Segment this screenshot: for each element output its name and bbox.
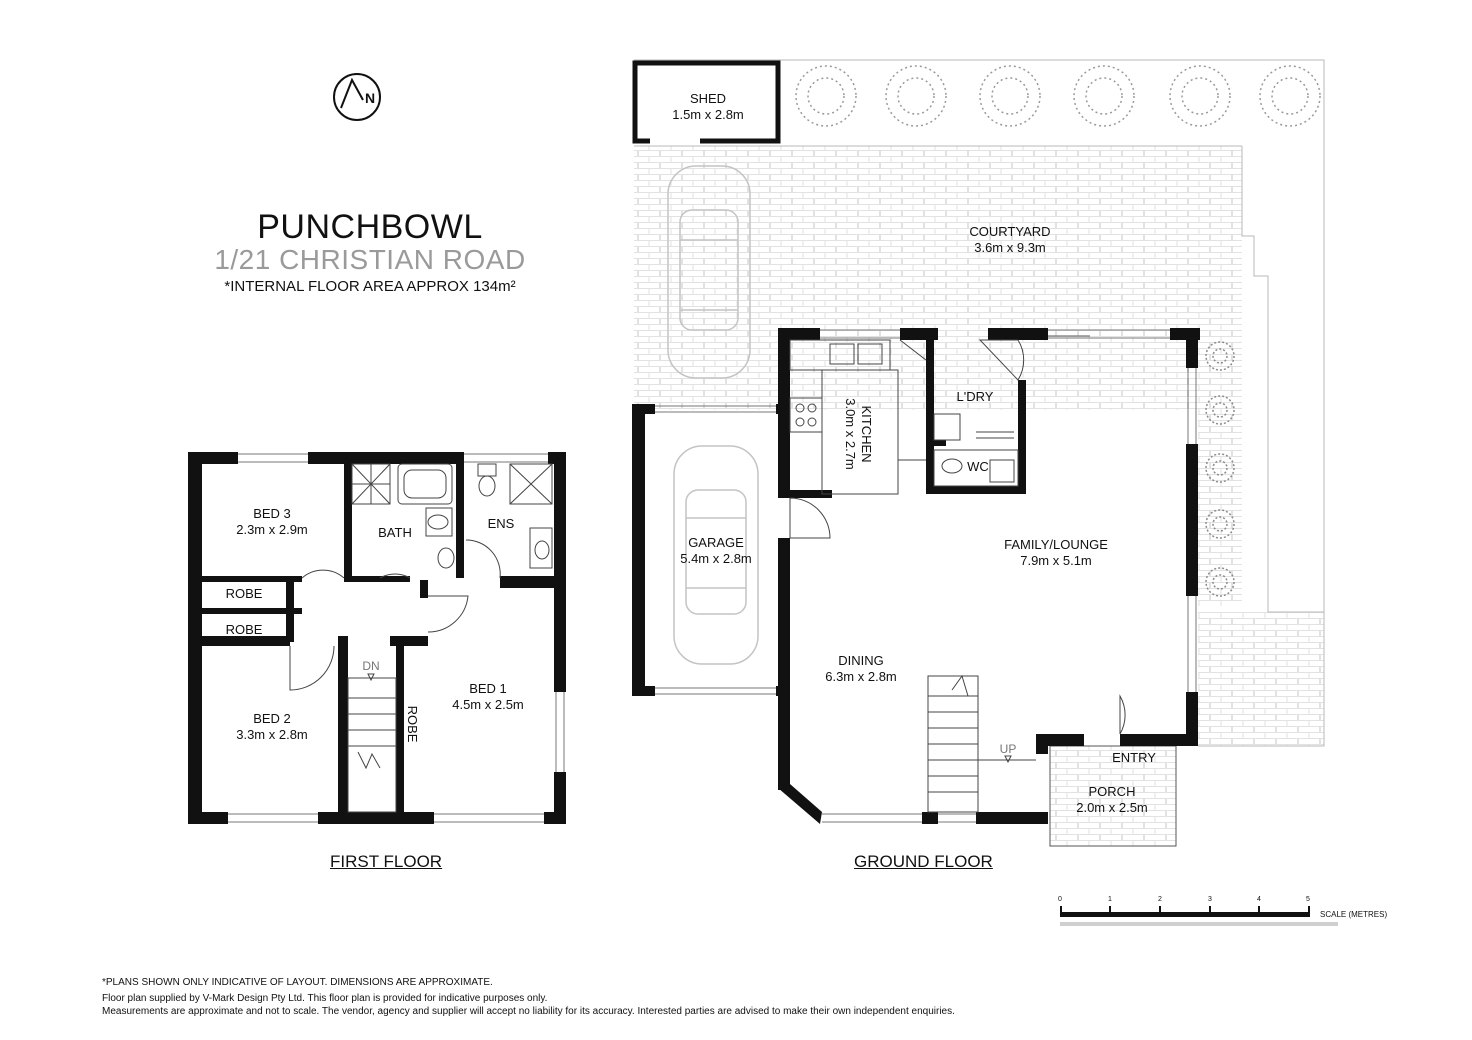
disclaimer-line: Measurements are approximate and not to scale. The vendor, agency and supplier will accept no liability for its accuracy. Interested parties are advised to make their own independent enquiries. <box>102 1006 955 1017</box>
room-size: 6.3m x 2.8m <box>825 669 897 684</box>
first-floor-caption: FIRST FLOOR <box>330 852 443 871</box>
scale-tick: 3 <box>1208 896 1212 903</box>
room-name: PORCH <box>1088 784 1136 799</box>
scale-tick: 5 <box>1306 896 1310 903</box>
robe-bed3: ROBE <box>225 586 263 601</box>
room-shed <box>668 91 748 123</box>
room-porch <box>1062 784 1162 816</box>
room-name: SHED <box>689 91 727 106</box>
room-kitchen <box>842 384 874 484</box>
room-entry: ENTRY <box>1112 750 1156 765</box>
room-size: 3.6m x 9.3m <box>974 240 1046 255</box>
room-size: 3.3m x 2.8m <box>236 727 308 742</box>
floor-area-note: *INTERNAL FLOOR AREA APPROX 134m² <box>224 278 516 295</box>
property-address: 1/21 CHRISTIAN ROAD <box>214 244 526 275</box>
front-paving <box>1198 612 1324 746</box>
room-wc: WC <box>967 459 989 474</box>
disclaimer-line: Floor plan supplied by V-Mark Design Pty Ltd. This floor plan is provided for indicative purposes only. <box>102 993 548 1004</box>
room-name: FAMILY/LOUNGE <box>1004 537 1108 552</box>
room-bed2 <box>222 711 322 743</box>
scale-label: SCALE (METRES) <box>1320 910 1388 919</box>
room-name: DINING <box>838 653 884 668</box>
room-size: 4.5m x 2.5m <box>452 697 524 712</box>
room-name: BED 3 <box>253 506 291 521</box>
room-name: BED 1 <box>469 681 507 696</box>
scale-tick: 1 <box>1108 896 1112 903</box>
room-size: 5.4m x 2.8m <box>680 551 752 566</box>
scale-tick: 4 <box>1257 896 1261 903</box>
room-size: 3.0m x 2.7m <box>843 398 858 470</box>
room-size: 2.0m x 2.5m <box>1076 800 1148 815</box>
room-bed3 <box>222 506 322 538</box>
room-size: 2.3m x 2.9m <box>236 522 308 537</box>
room-name: KITCHEN <box>859 405 874 463</box>
first-floor-stairs <box>348 674 396 812</box>
room-name: COURTYARD <box>969 224 1051 239</box>
compass-letter: N <box>364 90 376 106</box>
ground-floor-caption: GROUND FLOOR <box>854 852 993 871</box>
room-family-lounge <box>996 537 1116 569</box>
room-garage <box>666 535 766 567</box>
property-suburb-title: PUNCHBOWL <box>257 208 483 246</box>
stairs-down-label: DN <box>362 659 380 673</box>
side-garden-paving <box>1198 330 1242 606</box>
room-courtyard <box>960 224 1060 256</box>
stairs-up-label: UP <box>999 742 1017 756</box>
scale-tick: 0 <box>1058 896 1062 903</box>
room-laundry: L'DRY <box>956 389 994 404</box>
room-size: 7.9m x 5.1m <box>1020 553 1092 568</box>
room-name: BED 2 <box>253 711 291 726</box>
disclaimer-line: *PLANS SHOWN ONLY INDICATIVE OF LAYOUT. DIMENSIONS ARE APPROXIMATE. <box>102 977 493 988</box>
scale-bar <box>1060 906 1338 926</box>
room-name: GARAGE <box>688 535 744 550</box>
robe-bed2: ROBE <box>225 622 263 637</box>
laundry-fixtures <box>934 414 1018 486</box>
room-bath: BATH <box>378 525 412 540</box>
robe-bed1: ROBE <box>405 705 420 743</box>
room-size: 1.5m x 2.8m <box>672 107 744 122</box>
garden-shrubs <box>796 66 1320 126</box>
scale-tick: 2 <box>1158 896 1162 903</box>
room-dining <box>811 653 911 685</box>
room-ensuite: ENS <box>487 516 515 531</box>
room-bed1 <box>438 681 538 713</box>
